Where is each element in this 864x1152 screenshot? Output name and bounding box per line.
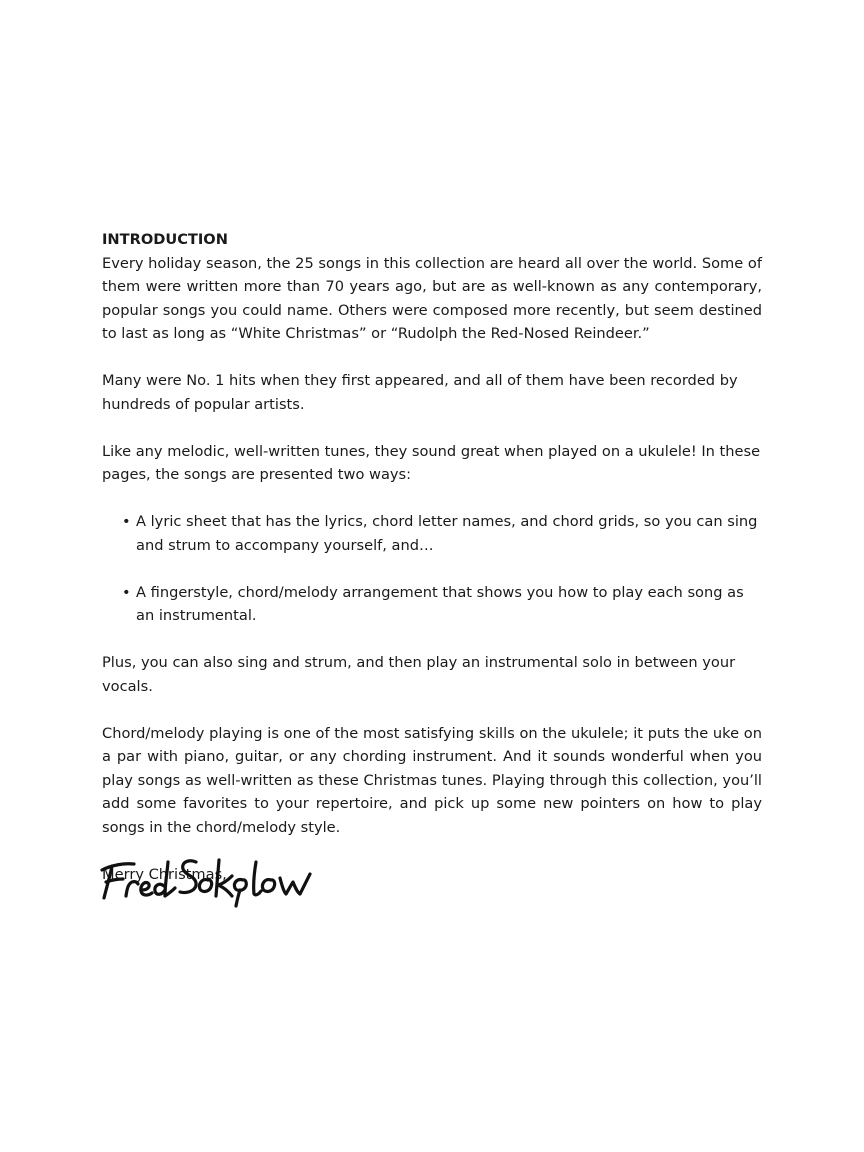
list-item: [102, 510, 762, 557]
bullet-icon: •: [122, 583, 131, 601]
presentation-list: [102, 510, 762, 628]
intro-paragraph-3: Like any melodic, well-written tunes, they sound great when played on a ukulele! In these pages, the songs are presented two ways:: [102, 442, 761, 483]
closing-line: Merry Christmas,: [102, 865, 227, 883]
intro-paragraph-1: Every holiday season, the 25 songs in this collection are heard all over the world. Some of them were written more than 70 years ago, but are as well-known as any contemporary, popular songs you could name. Others were composed more recently, but seem destined to last as long as “White Christmas” or “Rudolph the Red-Nosed Reindeer.”: [102, 254, 762, 342]
signature-image: [96, 852, 318, 908]
intro-paragraph-2: Many were No. 1 hits when they first appeared, and all of them have been recorded by hundreds of popular artists.: [102, 372, 738, 413]
intro-paragraph-4: Plus, you can also sing and strum, and then play an instrumental solo in between your vocals.: [102, 654, 736, 695]
list-item: [102, 581, 762, 628]
list-item-text: A fingerstyle, chord/melody arrangement that shows you how to play each song as an instrumental.: [136, 583, 744, 624]
intro-paragraph-5: Chord/melody playing is one of the most satisfying skills on the ukulele; it puts the uke on a par with piano, guitar, or any chording instrument. And it sounds wonderful when you play songs as well-written as these Christmas tunes. Playing through this collection, you’ll add some favorites to your repertoire, and pick up some new pointers on how to play songs in the chord/melody style.: [102, 724, 762, 836]
introduction-page: [102, 228, 762, 886]
list-item-text: A lyric sheet that has the lyrics, chord letter names, and chord grids, so you can sing and strum to accompany yourself, and…: [136, 513, 758, 554]
section-heading: INTRODUCTION: [102, 231, 228, 248]
bullet-icon: •: [122, 513, 131, 530]
